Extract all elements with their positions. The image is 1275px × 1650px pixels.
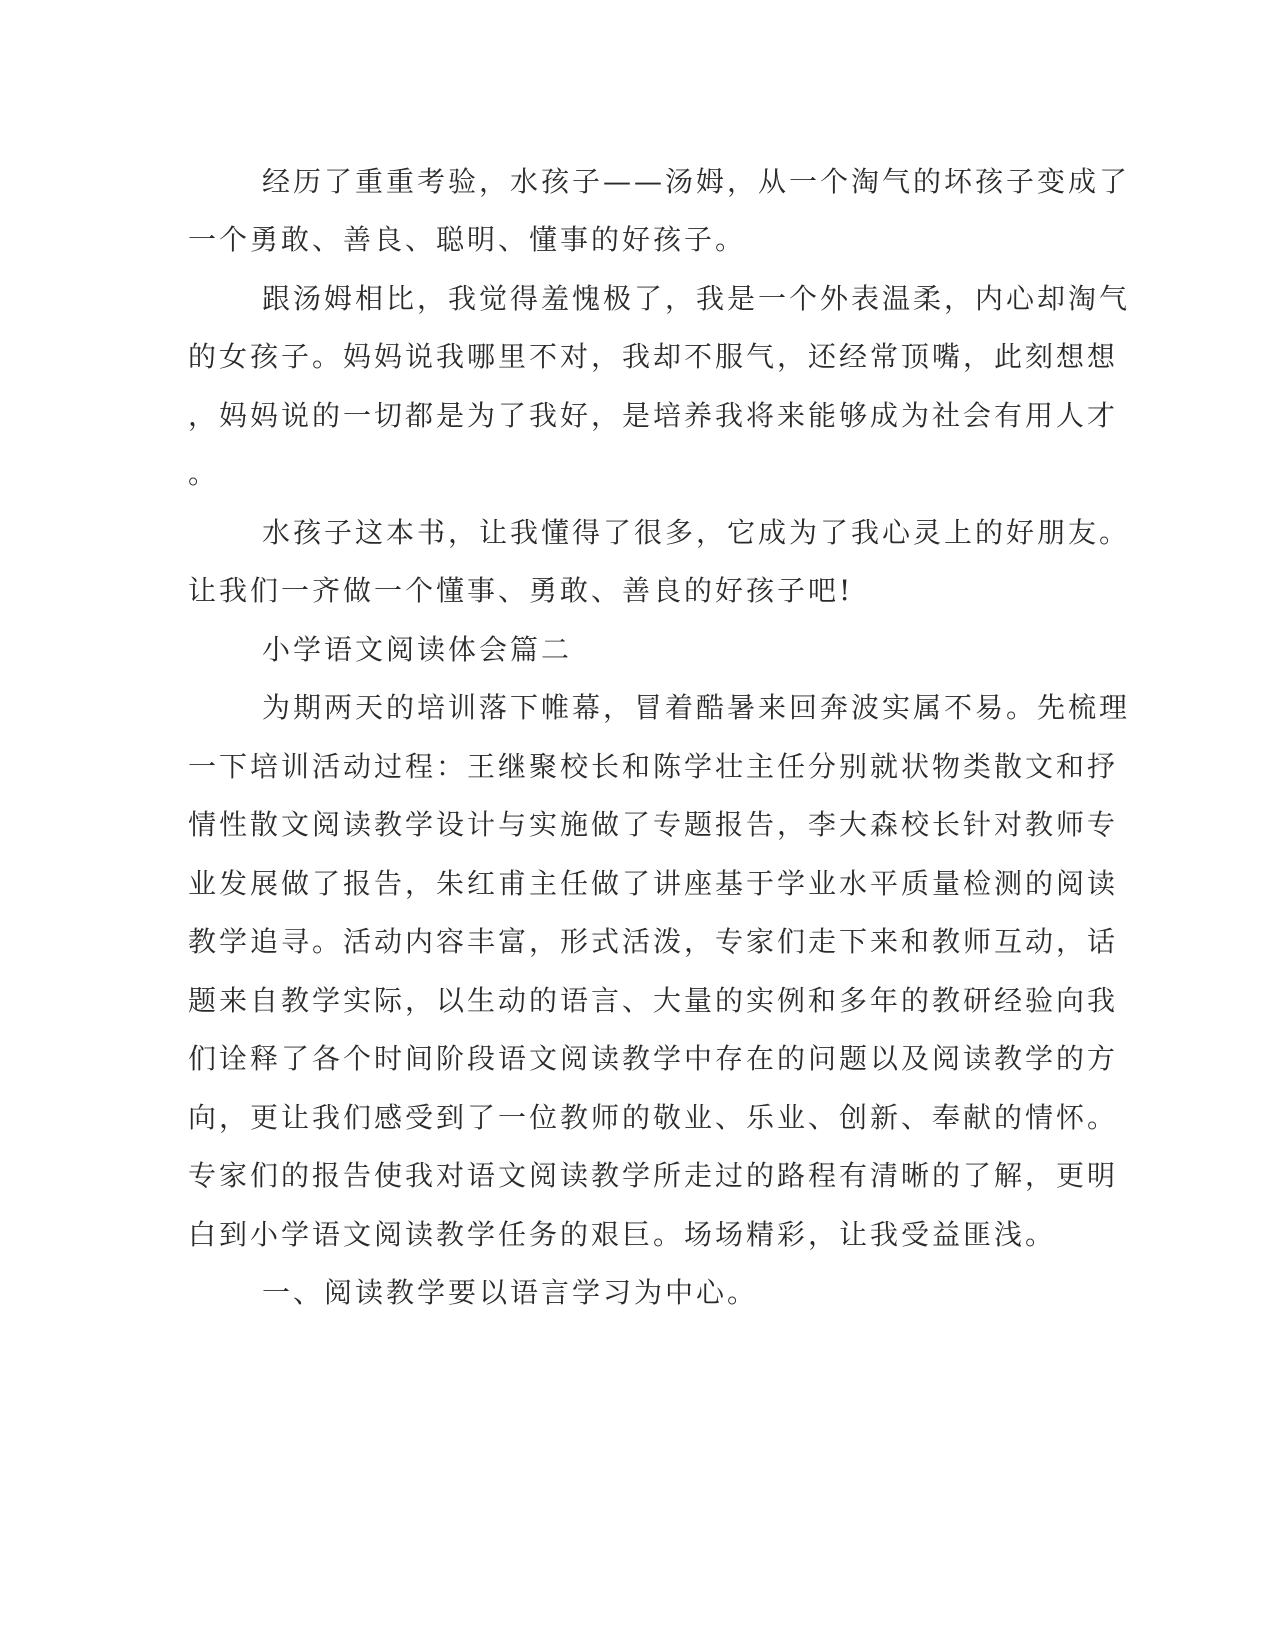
paragraph-5-line-4: 业发展做了报告，朱红甫主任做了讲座基于学业水平质量检测的阅读: [188, 867, 1119, 900]
paragraph-2-line-2: 的女孩子。妈妈说我哪里不对，我却不服气，还经常顶嘴，此刻想想: [188, 340, 1119, 373]
paragraph-5-line-6: 题来自教学实际，以生动的语言、大量的实例和多年的教研经验向我: [188, 984, 1119, 1017]
paragraph-3-line-2: 让我们一齐做一个懂事、勇敢、善良的好孩子吧!: [188, 574, 854, 607]
paragraph-5-line-5: 教学追寻。活动内容丰富，形式活泼，专家们走下来和教师互动，话: [188, 925, 1119, 958]
paragraph-1-line-1: 经历了重重考验，水孩子——汤姆，从一个淘气的坏孩子变成了: [262, 165, 1131, 198]
paragraph-5-line-9: 专家们的报告使我对语文阅读教学所走过的路程有清晰的了解，更明: [188, 1159, 1119, 1192]
paragraph-1-line-2: 一个勇敢、善良、聪明、懂事的好孩子。: [188, 223, 747, 256]
paragraph-5-line-3: 情性散文阅读教学设计与实施做了专题报告，李大森校长针对教师专: [188, 808, 1119, 841]
paragraph-2-line-4: 。: [188, 457, 220, 490]
paragraph-5-line-1: 为期两天的培训落下帷幕，冒着酷暑来回奔波实属不易。先梳理: [262, 691, 1131, 724]
paragraph-6-line-1: 一、阅读教学要以语言学习为中心。: [262, 1276, 759, 1309]
paragraph-2-line-3: ，妈妈说的一切都是为了我好，是培养我将来能够成为社会有用人才: [188, 399, 1119, 432]
paragraph-3-line-1: 水孩子这本书，让我懂得了很多，它成为了我心灵上的好朋友。: [262, 516, 1131, 549]
paragraph-5-line-2: 一下培训活动过程：王继聚校长和陈学壮主任分别就状物类散文和抒: [188, 750, 1119, 783]
paragraph-5-line-8: 向，更让我们感受到了一位教师的敬业、乐业、创新、奉献的情怀。: [188, 1101, 1119, 1134]
paragraph-2-line-1: 跟汤姆相比，我觉得羞愧极了，我是一个外表温柔，内心却淘气: [262, 282, 1131, 315]
paragraph-5-line-10: 白到小学语文阅读教学任务的艰巨。场场精彩，让我受益匪浅。: [188, 1218, 1057, 1251]
section-heading: 小学语文阅读体会篇二: [262, 633, 573, 666]
paragraph-5-line-7: 们诠释了各个时间阶段语文阅读教学中存在的问题以及阅读教学的方: [188, 1042, 1119, 1075]
